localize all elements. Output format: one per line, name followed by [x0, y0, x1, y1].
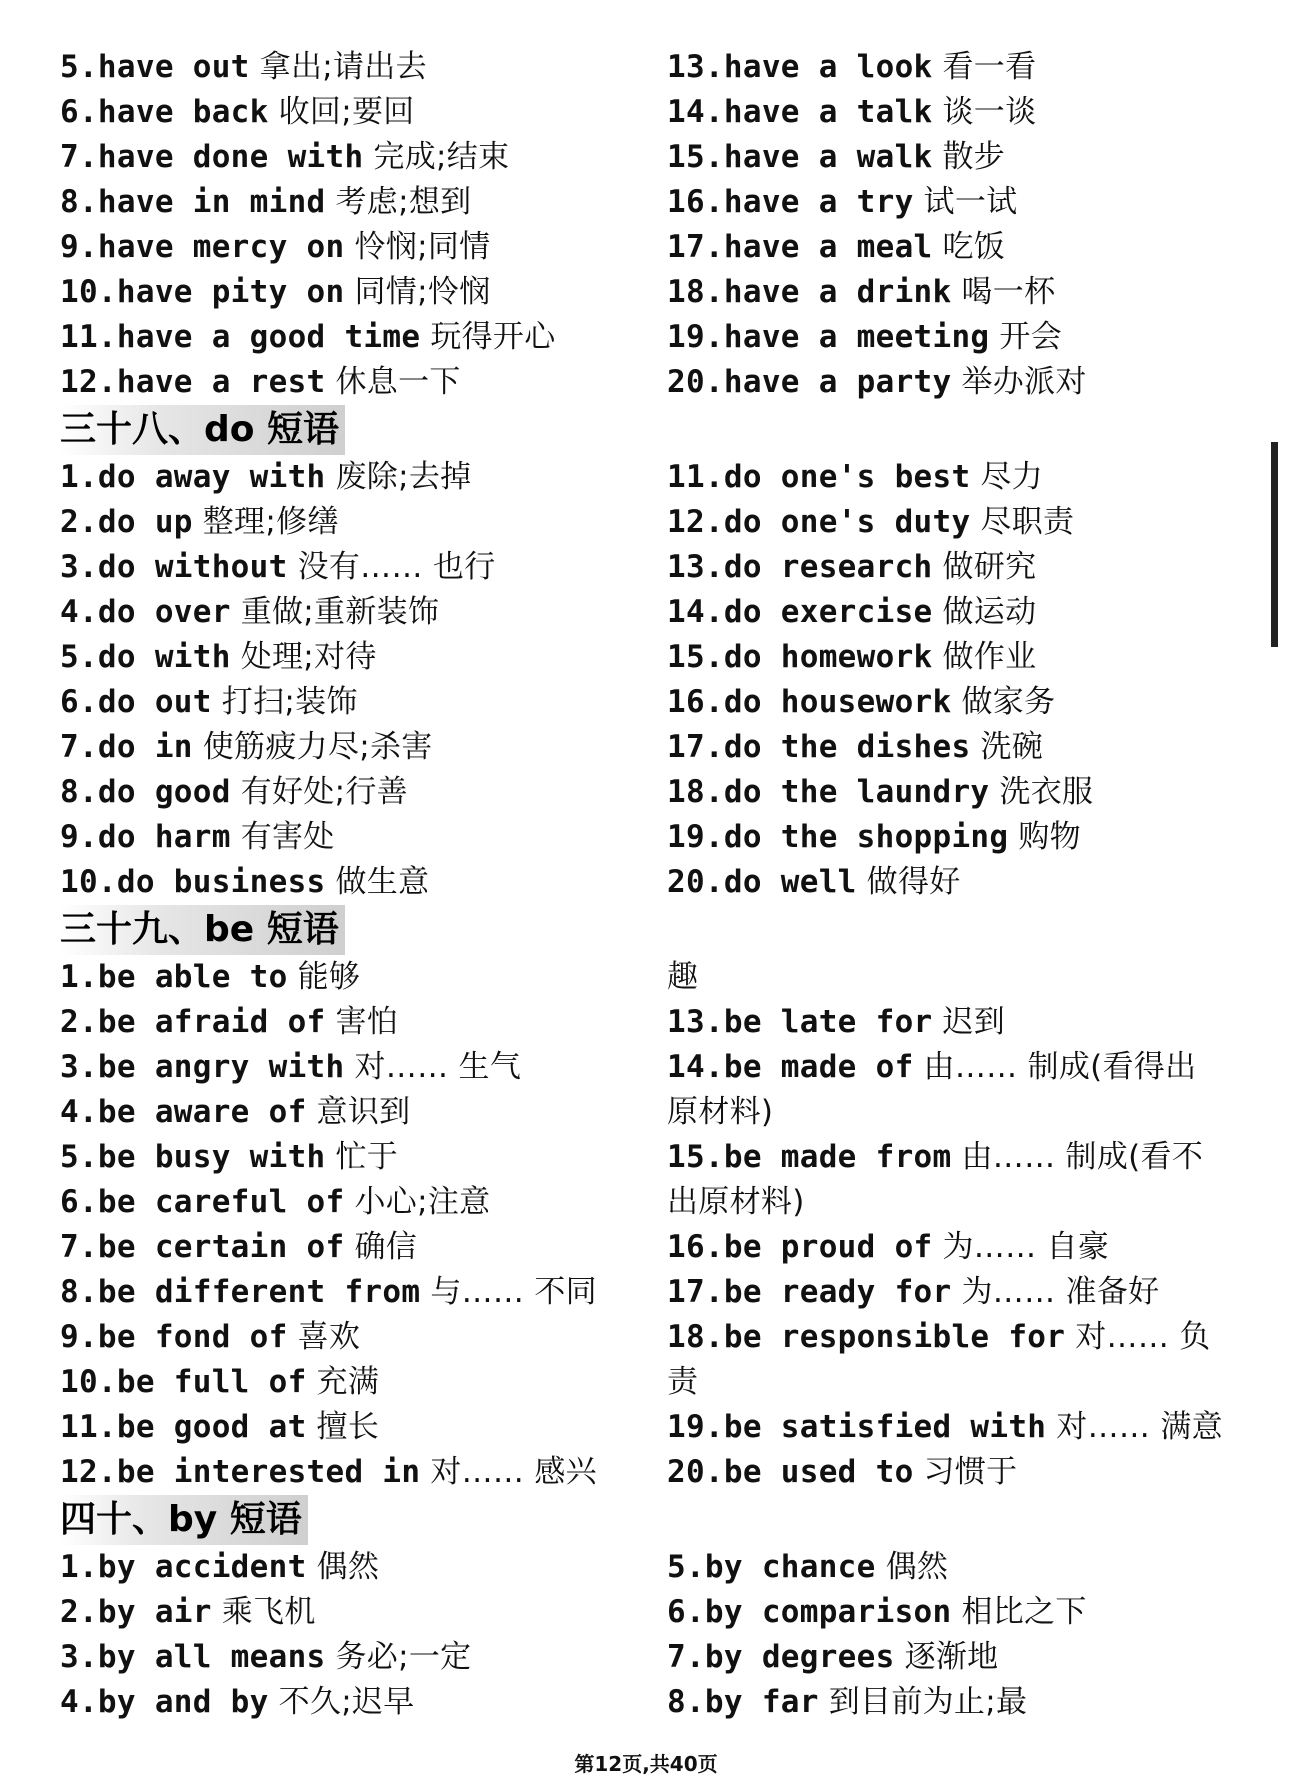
phrase-en: 16.have a try	[667, 184, 914, 220]
phrase-zh: 到目前为止;最	[828, 1684, 1028, 1720]
phrase-en: 20.be used to	[667, 1454, 914, 1490]
phrase-line	[667, 180, 1267, 225]
phrase-zh: 意识到	[316, 1094, 411, 1130]
phrase-zh: 充满	[316, 1364, 380, 1400]
phrase-zh: 做作业	[942, 639, 1037, 675]
phrase-line	[667, 1315, 1267, 1360]
phrase-zh: 尽力	[980, 459, 1044, 495]
phrase-line	[60, 455, 660, 500]
phrase-zh: 为…… 自豪	[942, 1229, 1110, 1265]
phrase-line	[667, 455, 1267, 500]
phrase-en: 7.by degrees	[667, 1639, 895, 1675]
phrase-en: 2.be afraid of	[60, 1004, 326, 1040]
phrase-en: 17.be ready for	[667, 1274, 952, 1310]
phrase-en: 11.do one's best	[667, 459, 971, 495]
phrase-line	[667, 770, 1267, 815]
phrase-zh: 习惯于	[923, 1454, 1018, 1490]
left-column	[60, 45, 660, 1725]
phrase-zh: 乘飞机	[221, 1594, 316, 1630]
phrase-zh: 整理;修缮	[202, 504, 339, 540]
phrase-en: 4.do over	[60, 594, 231, 630]
phrase-zh: 偶然	[885, 1549, 949, 1585]
phrase-en: 9.do harm	[60, 819, 231, 855]
phrase-en: 8.have in mind	[60, 184, 326, 220]
phrase-line	[60, 135, 660, 180]
phrase-zh: 偶然	[316, 1549, 380, 1585]
phrase-zh: 做家务	[961, 684, 1056, 720]
phrase-line	[60, 1045, 660, 1090]
phrase-en: 18.be responsible for	[667, 1319, 1066, 1355]
phrase-line	[60, 955, 660, 1000]
phrase-line	[667, 860, 1267, 905]
phrase-line	[60, 1315, 660, 1360]
phrase-zh: 处理;对待	[240, 639, 377, 675]
phrase-en: 8.be different from	[60, 1274, 421, 1310]
phrase-en: 10.do business	[60, 864, 326, 900]
phrase-zh: 怜悯;同情	[354, 229, 491, 265]
phrase-line	[60, 225, 660, 270]
phrase-en: 6.be careful of	[60, 1184, 345, 1220]
phrase-line	[667, 90, 1267, 135]
phrase-line	[60, 45, 660, 90]
phrase-en: 11.be good at	[60, 1409, 307, 1445]
phrase-en: 14.be made of	[667, 1049, 914, 1085]
phrase-line	[667, 1405, 1267, 1450]
phrase-line	[667, 135, 1267, 180]
phrase-en: 16.be proud of	[667, 1229, 933, 1265]
phrase-zh: 洗碗	[980, 729, 1044, 765]
phrase-zh: 对…… 满意	[1056, 1409, 1223, 1445]
phrase-line	[60, 180, 660, 225]
phrase-zh: 由…… 制成(看得出	[923, 1049, 1197, 1085]
phrase-zh: 对…… 感兴	[430, 1454, 597, 1490]
phrase-en: 18.have a drink	[667, 274, 952, 310]
phrase-line	[667, 680, 1267, 725]
phrase-en: 7.be certain of	[60, 1229, 345, 1265]
phrase-line	[667, 1045, 1267, 1090]
phrase-zh: 擅长	[316, 1409, 380, 1445]
phrase-line	[60, 1450, 660, 1495]
phrase-zh: 举办派对	[961, 364, 1087, 400]
phrase-en: 7.have done with	[60, 139, 364, 175]
phrase-line	[667, 270, 1267, 315]
phrase-en: 17.do the dishes	[667, 729, 971, 765]
phrase-line	[60, 1635, 660, 1680]
phrase-zh: 拿出;请出去	[259, 49, 427, 85]
phrase-en: 3.be angry with	[60, 1049, 345, 1085]
phrase-en: 15.have a walk	[667, 139, 933, 175]
heading-spacer	[667, 905, 1267, 955]
phrase-en: 6.by comparison	[667, 1594, 952, 1630]
phrase-zh: 谈一谈	[942, 94, 1037, 130]
phrase-en: 6.have back	[60, 94, 269, 130]
phrase-line	[60, 1270, 660, 1315]
phrase-en: 19.be satisfied with	[667, 1409, 1047, 1445]
phrase-en: 2.by air	[60, 1594, 212, 1630]
phrase-zh: 完成;结束	[373, 139, 510, 175]
phrase-en: 19.do the shopping	[667, 819, 1009, 855]
phrase-zh: 做运动	[942, 594, 1037, 630]
phrase-zh: 忙于	[335, 1139, 399, 1175]
phrase-zh: 玩得开心	[430, 319, 556, 355]
phrase-en: 15.do homework	[667, 639, 933, 675]
heading-text: 四十、by 短语	[60, 1495, 308, 1545]
phrase-zh: 喝一杯	[961, 274, 1056, 310]
phrase-en: 13.have a look	[667, 49, 933, 85]
right-column	[667, 45, 1267, 1725]
heading-text: 三十九、be 短语	[60, 905, 345, 955]
phrase-line	[667, 955, 1267, 1000]
phrase-line	[60, 1135, 660, 1180]
phrase-zh: 同情;怜悯	[354, 274, 491, 310]
phrase-zh: 做得好	[866, 864, 961, 900]
phrase-zh: 务必;一定	[335, 1639, 472, 1675]
phrase-line	[667, 1545, 1267, 1590]
phrase-en: 4.by and by	[60, 1684, 269, 1720]
phrase-zh: 打扫;装饰	[221, 684, 358, 720]
phrase-zh: 不久;迟早	[278, 1684, 415, 1720]
phrase-en: 12.be interested in	[60, 1454, 421, 1490]
heading-spacer	[667, 405, 1267, 455]
phrase-line	[667, 725, 1267, 770]
phrase-line	[667, 500, 1267, 545]
phrase-line	[60, 1590, 660, 1635]
phrase-line	[60, 1000, 660, 1045]
phrase-zh: 废除;去掉	[335, 459, 472, 495]
phrase-line	[667, 1450, 1267, 1495]
phrase-line	[60, 1090, 660, 1135]
phrase-line	[60, 500, 660, 545]
phrase-line	[667, 225, 1267, 270]
phrase-line	[667, 1680, 1267, 1725]
phrase-en: 10.have pity on	[60, 274, 345, 310]
phrase-zh: 看一看	[942, 49, 1037, 85]
phrase-en: 5.have out	[60, 49, 250, 85]
phrase-line	[60, 725, 660, 770]
phrase-line	[60, 815, 660, 860]
phrase-zh: 趣	[667, 959, 699, 995]
heading-spacer	[667, 1495, 1267, 1545]
phrase-en: 18.do the laundry	[667, 774, 990, 810]
phrase-en: 2.do up	[60, 504, 193, 540]
phrase-en: 13.be late for	[667, 1004, 933, 1040]
phrase-zh: 对…… 生气	[354, 1049, 522, 1085]
heading-text: 三十八、do 短语	[60, 405, 345, 455]
phrase-line	[60, 545, 660, 590]
phrase-zh: 散步	[942, 139, 1006, 175]
phrase-en: 14.have a talk	[667, 94, 933, 130]
phrase-line	[667, 1590, 1267, 1635]
phrase-zh: 没有…… 也行	[297, 549, 496, 585]
phrase-zh: 迟到	[942, 1004, 1006, 1040]
phrase-en: 20.have a party	[667, 364, 952, 400]
phrase-zh: 对…… 负	[1075, 1319, 1211, 1355]
phrase-line	[667, 1180, 1267, 1225]
phrase-zh: 使筋疲力尽;杀害	[202, 729, 433, 765]
phrase-en: 5.do with	[60, 639, 231, 675]
phrase-zh: 由…… 制成(看不	[961, 1139, 1204, 1175]
phrase-en: 17.have a meal	[667, 229, 933, 265]
phrase-line	[60, 360, 660, 405]
phrase-zh: 喜欢	[297, 1319, 361, 1355]
phrase-line	[60, 270, 660, 315]
margin-marker	[1271, 442, 1278, 647]
section-heading-by	[60, 1495, 660, 1545]
phrase-zh: 尽职责	[980, 504, 1075, 540]
phrase-line	[667, 590, 1267, 635]
phrase-zh: 收回;要回	[278, 94, 415, 130]
phrase-en: 3.by all means	[60, 1639, 326, 1675]
phrase-en: 12.have a rest	[60, 364, 326, 400]
phrase-line	[60, 635, 660, 680]
phrase-line	[667, 1635, 1267, 1680]
phrase-en: 10.be full of	[60, 1364, 307, 1400]
phrase-line	[667, 360, 1267, 405]
phrase-line	[667, 1270, 1267, 1315]
phrase-en: 8.do good	[60, 774, 231, 810]
phrase-line	[60, 1225, 660, 1270]
phrase-line	[60, 90, 660, 135]
phrase-en: 19.have a meeting	[667, 319, 990, 355]
phrase-zh: 做研究	[942, 549, 1037, 585]
phrase-zh: 开会	[999, 319, 1062, 355]
phrase-line	[667, 545, 1267, 590]
phrase-zh: 害怕	[335, 1004, 399, 1040]
phrase-zh: 有害处	[240, 819, 335, 855]
phrase-en: 11.have a good time	[60, 319, 421, 355]
phrase-line	[667, 45, 1267, 90]
phrase-en: 1.be able to	[60, 959, 288, 995]
phrase-zh: 试一试	[923, 184, 1018, 220]
phrase-en: 8.by far	[667, 1684, 819, 1720]
phrase-line	[667, 1090, 1267, 1135]
phrase-en: 6.do out	[60, 684, 212, 720]
page-footer: 第12页,共40页	[574, 1752, 718, 1776]
phrase-line	[60, 315, 660, 360]
phrase-en: 5.by chance	[667, 1549, 876, 1585]
phrase-en: 1.by accident	[60, 1549, 307, 1585]
phrase-zh: 休息一下	[335, 364, 461, 400]
phrase-line	[60, 1405, 660, 1450]
phrase-en: 20.do well	[667, 864, 857, 900]
phrase-zh: 相比之下	[961, 1594, 1087, 1630]
phrase-en: 16.do housework	[667, 684, 952, 720]
phrase-line	[667, 1000, 1267, 1045]
phrase-zh: 吃饭	[942, 229, 1006, 265]
phrase-zh: 做生意	[335, 864, 430, 900]
phrase-line	[60, 1545, 660, 1590]
phrase-en: 14.do exercise	[667, 594, 933, 630]
phrase-zh: 小心;注意	[354, 1184, 491, 1220]
phrase-zh: 重做;重新装饰	[240, 594, 440, 630]
phrase-en: 13.do research	[667, 549, 933, 585]
phrase-line	[60, 860, 660, 905]
phrase-zh: 出原材料)	[667, 1184, 805, 1220]
phrase-zh: 有好处;行善	[240, 774, 408, 810]
phrase-line	[667, 635, 1267, 680]
phrase-line	[60, 590, 660, 635]
phrase-zh: 能够	[297, 959, 361, 995]
phrase-en: 15.be made from	[667, 1139, 952, 1175]
phrase-zh: 与…… 不同	[430, 1274, 597, 1310]
phrase-zh: 逐渐地	[904, 1639, 999, 1675]
phrase-zh: 考虑;想到	[335, 184, 472, 220]
phrase-zh: 为…… 准备好	[961, 1274, 1160, 1310]
phrase-zh: 洗衣服	[999, 774, 1094, 810]
phrase-line	[60, 680, 660, 725]
phrase-line	[667, 315, 1267, 360]
section-heading-be	[60, 905, 660, 955]
phrase-line	[667, 1135, 1267, 1180]
phrase-zh: 确信	[354, 1229, 418, 1265]
phrase-en: 12.do one's duty	[667, 504, 971, 540]
section-heading-do	[60, 405, 660, 455]
phrase-en: 9.have mercy on	[60, 229, 345, 265]
phrase-zh: 责	[667, 1364, 699, 1400]
phrase-line	[60, 1360, 660, 1405]
phrase-line	[60, 1180, 660, 1225]
phrase-zh: 原材料)	[667, 1094, 774, 1130]
phrase-line	[667, 1225, 1267, 1270]
phrase-en: 3.do without	[60, 549, 288, 585]
phrase-en: 4.be aware of	[60, 1094, 307, 1130]
phrase-en: 1.do away with	[60, 459, 326, 495]
phrase-zh: 购物	[1018, 819, 1081, 855]
phrase-line	[667, 1360, 1267, 1405]
phrase-en: 7.do in	[60, 729, 193, 765]
phrase-line	[60, 1680, 660, 1725]
phrase-en: 5.be busy with	[60, 1139, 326, 1175]
phrase-line	[60, 770, 660, 815]
phrase-line	[667, 815, 1267, 860]
phrase-en: 9.be fond of	[60, 1319, 288, 1355]
